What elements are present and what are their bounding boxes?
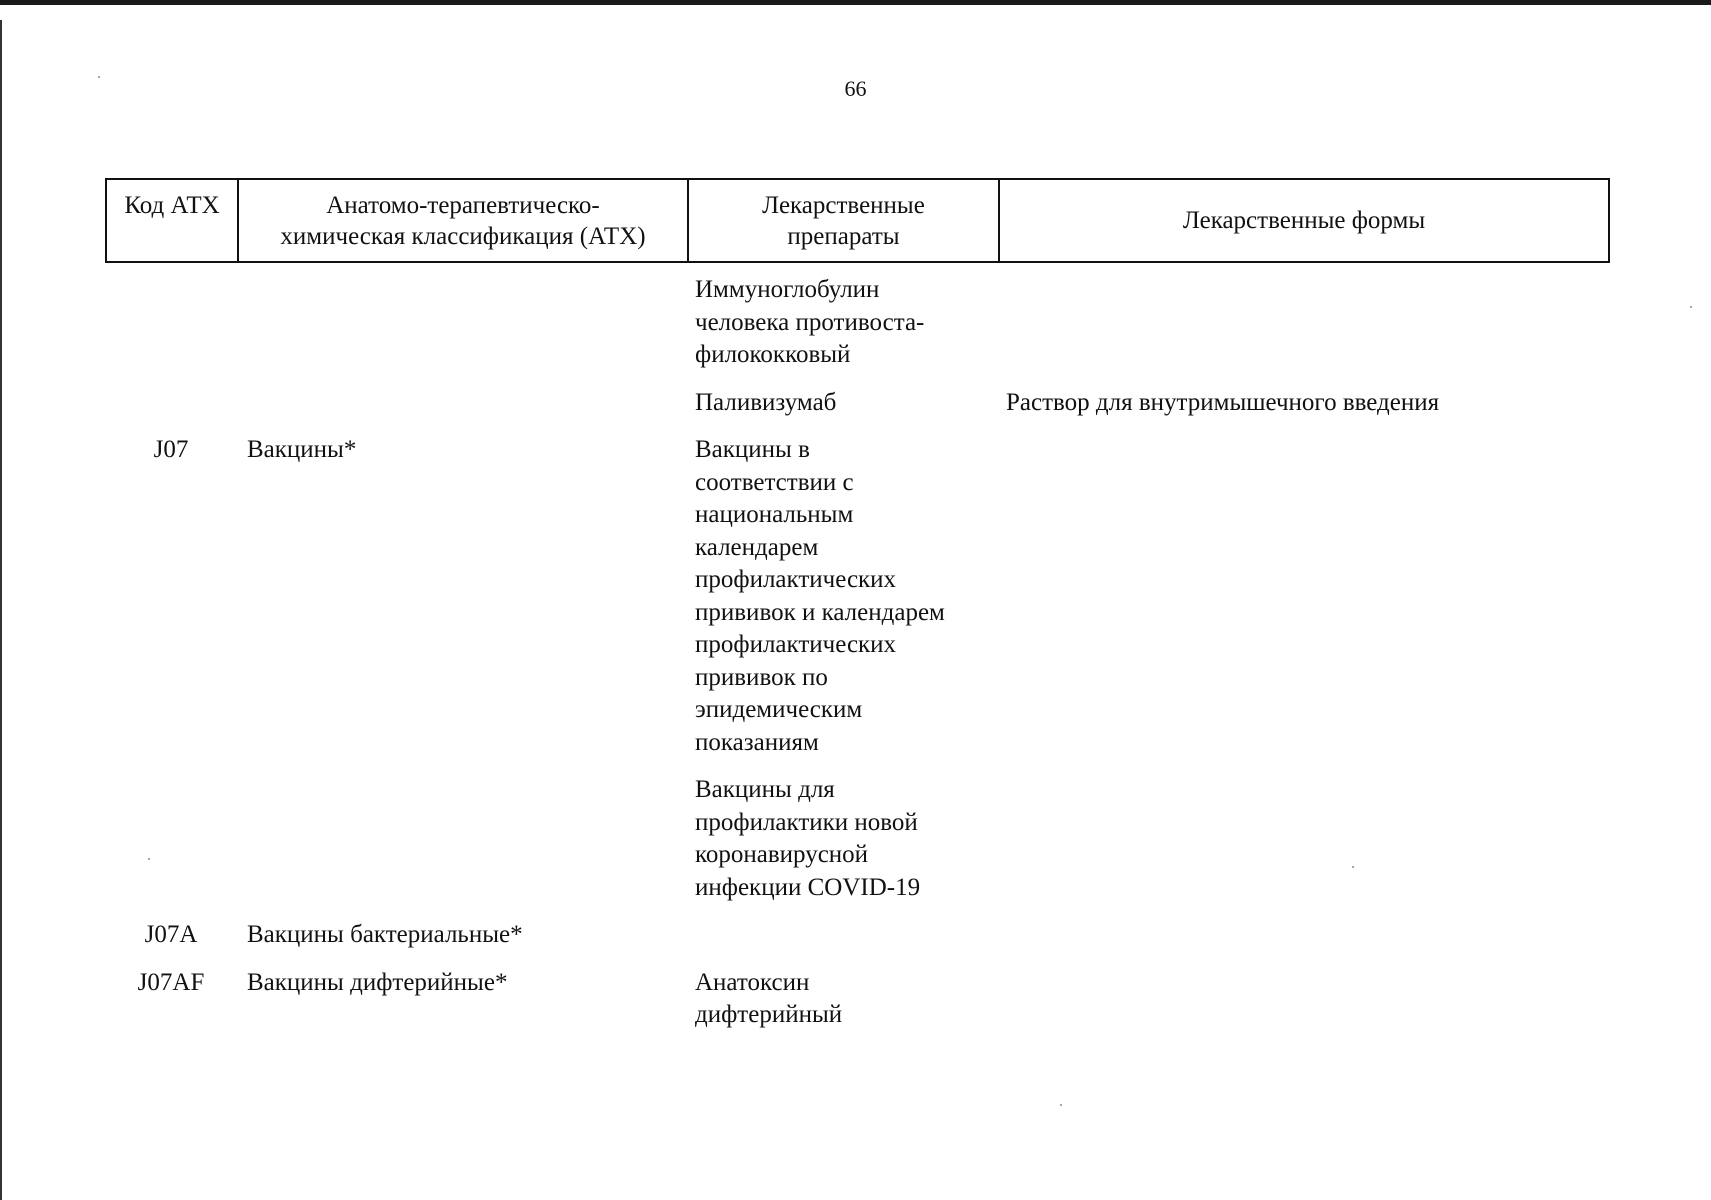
cell-drugs <box>687 434 998 759</box>
cell-atx-code: J07 <box>153 436 189 463</box>
table-body <box>105 274 1610 1047</box>
drug-line: прививок и календарем <box>695 598 945 626</box>
cell-drugs <box>687 919 998 952</box>
header-atx-line: химическая классификация (АТХ) <box>280 222 646 250</box>
scan-speck <box>148 858 150 860</box>
drug-line: эпидемическим <box>695 696 863 723</box>
cell-atx-code: J07AF <box>137 968 205 996</box>
header-drugs-line: Лекарственные <box>762 191 925 219</box>
drug-line: человека противоста- <box>695 308 925 336</box>
table-row <box>105 774 1610 904</box>
drug-line: Паливизумаб <box>695 388 837 416</box>
cell-dosage-forms <box>998 919 1610 952</box>
cell-dosage-forms <box>998 774 1610 904</box>
cell-drugs <box>687 967 998 1032</box>
drug-line: инфекции COVID-19 <box>695 873 921 901</box>
cell-atx-code <box>105 387 237 420</box>
drug-line: прививок по <box>695 663 828 691</box>
drug-line: коронавирусной <box>695 841 869 868</box>
drug-line: календарем <box>695 533 819 561</box>
cell-drugs <box>687 387 998 420</box>
cell-dosage-forms: Раствор для внутримышечного введения <box>1006 388 1440 416</box>
drug-line: Вакцины для <box>695 776 835 803</box>
scan-speck <box>1352 866 1354 868</box>
drug-line: Анатоксин <box>695 968 810 996</box>
table-row <box>105 387 1610 420</box>
cell-atx-classification: Вакцины бактериальные* <box>247 921 523 948</box>
drug-line: профилактических <box>695 631 897 658</box>
drug-line: национальным <box>695 501 854 528</box>
table-row <box>105 967 1610 1032</box>
cell-atx-code <box>105 774 237 904</box>
cell-dosage-forms <box>998 967 1610 1032</box>
cell-drugs <box>687 274 998 372</box>
drug-line: показаниям <box>695 728 819 756</box>
left-border-line <box>0 20 2 1200</box>
cell-dosage-forms <box>998 274 1610 372</box>
cell-dosage-forms <box>998 434 1610 759</box>
header-code-atx: Код АТХ <box>107 180 239 261</box>
scan-speck <box>1060 1104 1062 1106</box>
table-row <box>105 434 1610 759</box>
cell-atx-classification <box>237 774 687 904</box>
scan-speck <box>1690 306 1692 308</box>
drug-line: профилактических <box>695 566 897 593</box>
top-border-line <box>0 0 1711 5</box>
cell-atx-code <box>105 274 237 372</box>
header-atx-line: Анатомо-терапевтическо- <box>326 191 600 219</box>
cell-atx-classification <box>237 387 687 420</box>
header-drugs <box>689 180 1000 261</box>
table-header <box>105 178 1610 263</box>
drug-line: соответствии с <box>695 468 854 496</box>
cell-atx-classification: Вакцины дифтерийные* <box>247 968 508 996</box>
header-atx-classification <box>239 180 689 261</box>
cell-atx-classification: Вакцины* <box>247 436 357 463</box>
cell-atx-code: J07A <box>144 921 198 948</box>
drug-line: Иммуноглобулин <box>695 276 880 303</box>
table-row <box>105 919 1610 952</box>
drug-line: дифтерийный <box>695 1001 843 1028</box>
header-drugs-line: препараты <box>787 222 900 250</box>
drug-line: профилактики новой <box>695 808 918 836</box>
cell-atx-classification <box>237 274 687 372</box>
drug-line: филококковый <box>695 341 851 368</box>
table-row <box>105 274 1610 372</box>
header-dosage-forms: Лекарственные формы <box>1182 207 1426 234</box>
scan-speck <box>98 76 100 78</box>
cell-drugs <box>687 774 998 904</box>
page-number: 66 <box>844 76 867 101</box>
drug-line: Вакцины в <box>695 436 810 463</box>
